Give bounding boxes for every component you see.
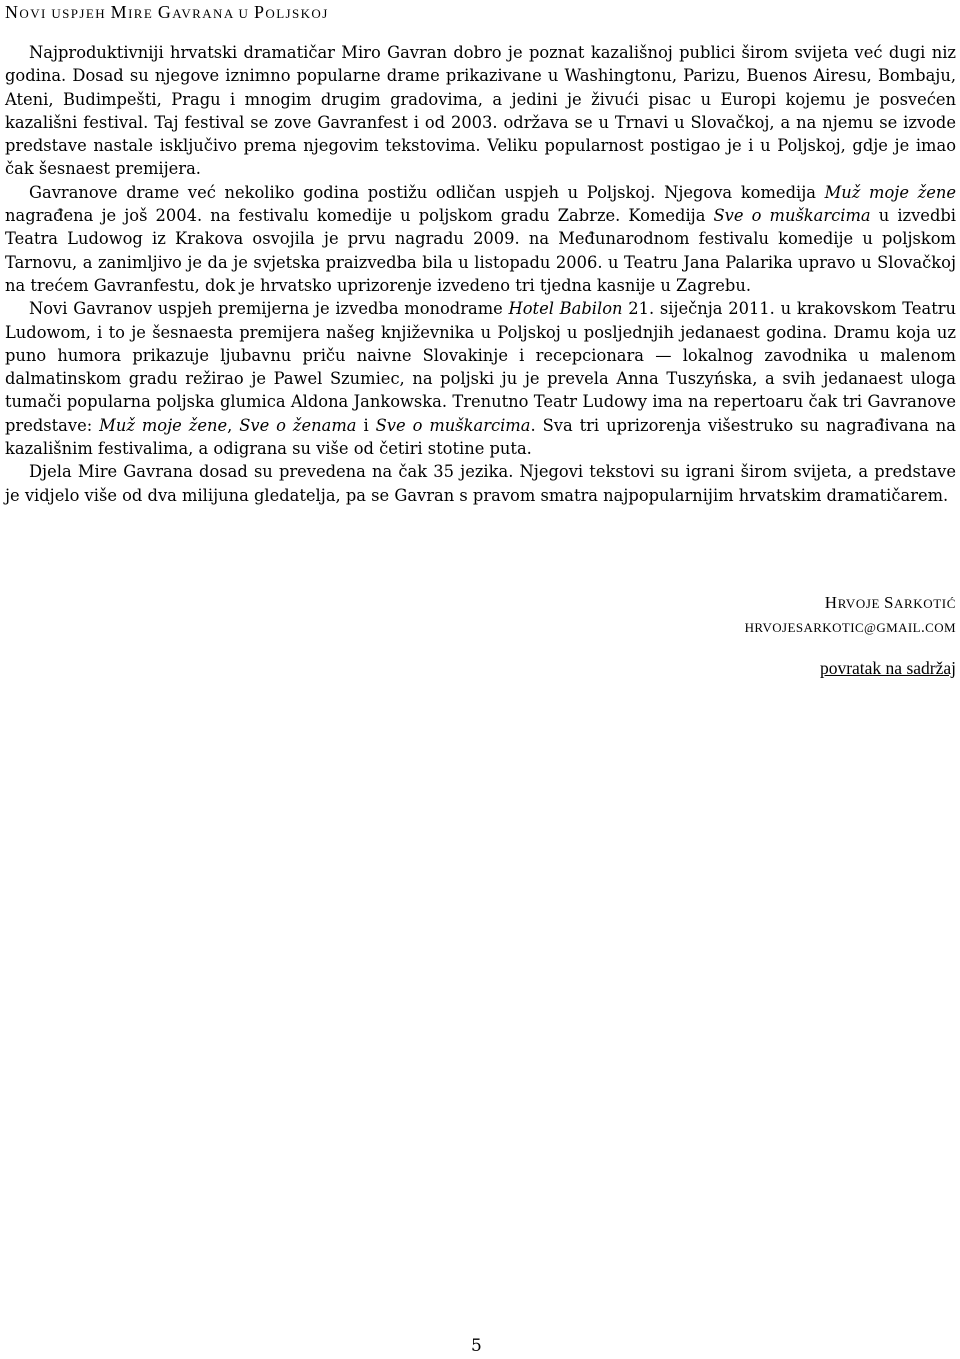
page-number: 5: [471, 1336, 482, 1356]
play-title: Muž moje žene: [99, 415, 228, 435]
author-email: HRVOJESARKOTIC@GMAIL.COM: [744, 620, 956, 636]
paragraph-4: Djela Mire Gavrana dosad su prevedena na čak 35 jezika. Njegovi tekstovi su igrani širom svijeta, a predstave je vidjelo više od dva milijuna gledatelja, pa se Gavran s pravom smatra najpopularnijim hrvatskim dramatičarem.: [5, 462, 956, 505]
back-to-contents-link[interactable]: povratak na sadržaj: [819, 658, 956, 678]
signature-block: [745, 591, 956, 640]
play-title: Hotel Babilon: [508, 299, 623, 319]
article-body: [5, 41, 956, 507]
article-title: NOVI USPJEH MIRE GAVRANA U POLJSKOJ: [5, 2, 329, 22]
paragraph-3: Novi Gavranov uspjeh premijerna je izvedba monodrame Hotel Babilon 21. siječnja 2011. u krakovskom Teatru Ludowom, i to je šesnaesta premijera našeg književnika u Poljskoj u posljednjih jedanaest godina. Dramu koja uz puno humora prikazuje ljubavnu priču naivne Slovakinje i recepcionara — lokalnog zavodnika u malenom dalmatinskom gradu režirao je Pawel Szumiec, na poljski ju je prevela Anna Tuszyńska, a svih jedanaest uloga tumači popularna poljska glumica Aldona Jankowska. Trenutno Teatr Ludowy ima na repertoaru čak tri Gavranove predstave: Muž moje žene, Sve o ženama i Sve o muškarcima. Sva tri uprizorenja višestruko su nagrađivana na kazališnim festivalima, a odigrana su više od četiri stotine puta.: [5, 299, 957, 459]
paragraph-1: Najproduktivniji hrvatski dramatičar Miro Gavran dobro je poznat kazališnoj publici širom svijeta već dugi niz godina. Dosad su njegove iznimno popularne drame prikazivane u Washingtonu, Parizu, Buenos Airesu, Bombaju, Ateni, Budimpešti, Pragu i mnogim drugim gradovima, a jedini je živući pisac u Europi kojemu je posvećen kazališni festival. Taj festival se zove Gavranfest i od 2003. održava se u Trnavi u Slovačkoj, a na njemu se izvode predstave nastale isključivo prema njegovim tekstovima. Veliku popularnost postigao je i u Poljskoj, gdje je imao čak šesnaest premijera.: [5, 43, 956, 179]
play-title: Muž moje žene: [824, 182, 957, 202]
play-title: Sve o ženama: [239, 415, 357, 435]
play-title: Sve o muškarcima: [375, 415, 531, 435]
paragraph-2: Gavranove drame već nekoliko godina postižu odličan uspjeh u Poljskoj. Njegova komedija Muž moje žene nagrađena je još 2004. na festivalu komedije u poljskom gradu Zabrze. Komedija Sve o muškarcima u izvedbi Teatra Ludowog iz Krakova osvojila je prvu nagradu 2009. na Međunarodnom festivalu komedije u poljskom Tarnovu, a zanimljivo je da je svjetska praizvedba bila u listopadu 2006. u Teatru Jana Palarika upravo u Slovačkoj na trećem Gavranfestu, dok je hrvatsko uprizorenje izvedeno tri tjedna kasnije u Zagrebu.: [5, 182, 957, 295]
play-title: Sve o muškarcima: [713, 206, 871, 226]
author-name: HRVOJE SARKOTIĆ: [824, 593, 956, 612]
